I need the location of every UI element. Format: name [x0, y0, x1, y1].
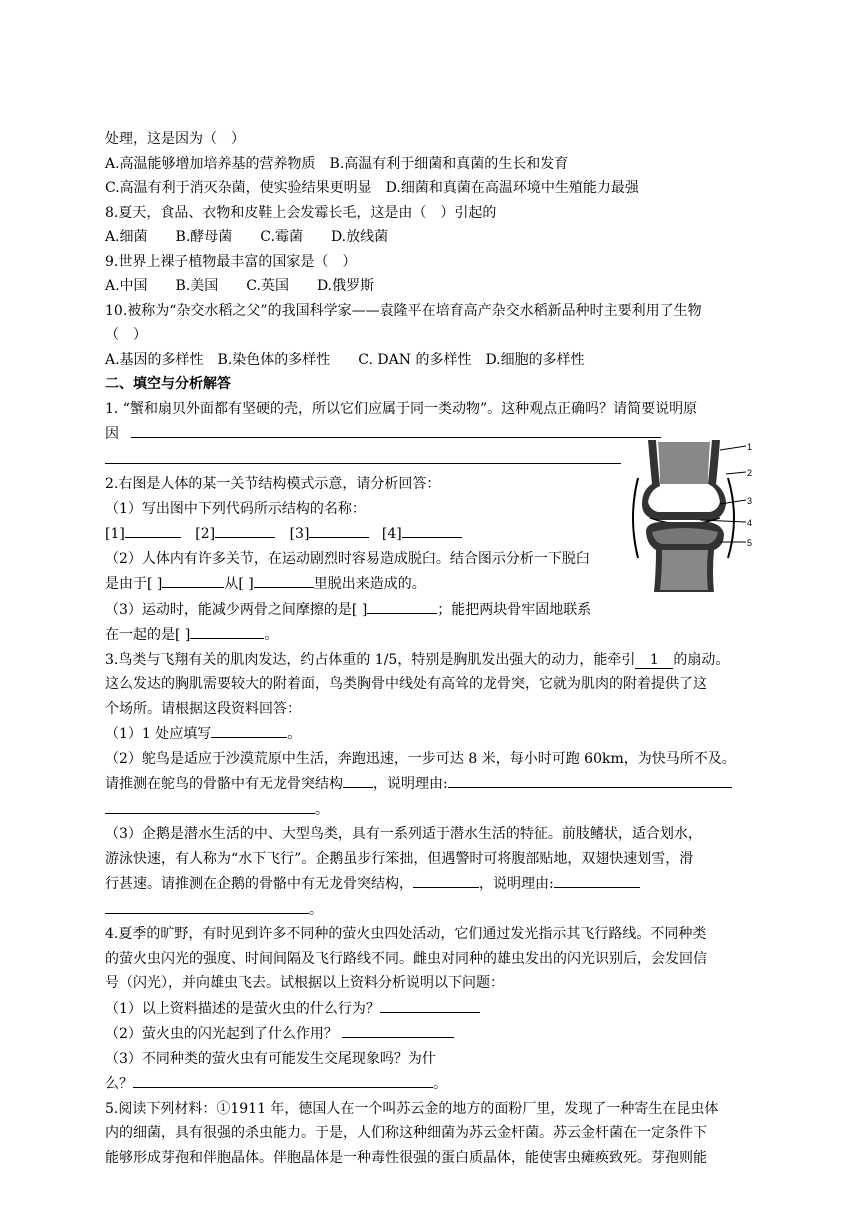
answer-blank[interactable]: [105, 797, 315, 814]
figure-label-5: 5: [747, 538, 753, 548]
answer-blank[interactable]: [343, 771, 373, 788]
text-line: （1）1 处应填写 。: [105, 721, 760, 747]
capsule-right: [728, 478, 734, 558]
upper-bone-shaft: [658, 442, 710, 484]
text-line: （1）写出图中下列代码所示结构的名称：: [105, 500, 366, 517]
question-2: [105, 472, 620, 648]
option-line: A.细菌 B.酵母菌 C.霉菌 D.放线菌: [105, 229, 389, 245]
text-line: 游泳快速，有人称为“水下飞行”。企鹅虽步行笨拙，但遇警时可将腹部贴地，双翅快速划雪，滑: [105, 850, 694, 867]
option-line: C.高温有利于消灭杂菌，使实验结果更明显 D.细菌和真菌在高温环境中生殖能力最强: [105, 180, 639, 196]
text-line: 请推测在鸵鸟的骨骼中有无龙骨突结构 ，说明理由:: [105, 771, 760, 797]
question-9: 9.世界上裸子植物最丰富的国家是（ ）: [105, 253, 357, 270]
document-body: [105, 127, 760, 1170]
text-line: 这么发达的胸肌需要较大的附着面，鸟类胸骨中线处有高耸的龙骨突，它就为肌肉的附着提供了这: [105, 676, 707, 692]
text-line: [1] [2] [3] [4]: [105, 521, 620, 547]
filled-blank: 1: [635, 652, 673, 669]
text-line: （1）以上资料描述的是萤火虫的什么行为？: [105, 996, 760, 1022]
answer-blank[interactable]: [190, 622, 264, 639]
text-line: 处理，这是因为（ ）: [105, 131, 245, 147]
answer-blank[interactable]: [125, 521, 181, 538]
answer-blank[interactable]: [105, 897, 309, 914]
leader-line: [720, 446, 746, 450]
text-line: （2）人体内有许多关节，在运动剧烈时容易造成脱臼。结合图示分析一下脱臼: [105, 550, 590, 567]
answer-blank[interactable]: [402, 521, 462, 538]
question-1: 1. “蟹和扇贝外面都有坚硬的壳，所以它们应属于同一类动物”。这种观点正确吗？请简要说明原: [105, 400, 698, 417]
text-line: （3）企鹅是潜水生活的中、大型鸟类，具有一系列适于潜水生活的特征。前肢鳍状，适合划水，: [105, 826, 702, 842]
option-line: A.高温能够增加培养基的营养物质 B.高温有利于细菌和真菌的生长和发育: [105, 155, 569, 172]
figure-label-2: 2: [747, 468, 753, 478]
text-line: 的萤火虫闪光的强度、时间间隔及飞行路线不同。雌虫对同种的雄虫发出的闪光识别后，会发回信: [105, 950, 707, 967]
text-line: （3）不同种类的萤火虫有可能发生交尾现象吗？为什: [105, 1050, 436, 1067]
answer-blank[interactable]: [162, 571, 224, 588]
question-4: 4.夏季的旷野，有时见到许多不同种的萤火虫四处活动，它们通过发光指示其飞行路线。不同种类: [105, 926, 707, 942]
answer-blank[interactable]: [413, 871, 479, 888]
joint-diagram-svg: [628, 438, 758, 594]
text-line: 行甚速。请推测在企鹅的骨骼中有无龙骨突结构， ，说明理由:: [105, 871, 760, 897]
question-8: 8.夏天，食品、衣物和皮鞋上会发霉长毛，这是由（ ）引起的: [105, 204, 497, 221]
answer-blank[interactable]: [105, 447, 621, 464]
question-5: 5.阅读下列材料：①1911 年，德国人在一个叫苏云金的地方的面粉厂里，发现了一种寄生在昆虫体: [105, 1100, 719, 1117]
text-line: 。: [105, 797, 760, 823]
text-line: 么？ 。: [105, 1071, 760, 1097]
text-line: 2.右图是人体的某一关节结构模式示意，请分析回答：: [105, 476, 441, 492]
answer-blank[interactable]: [309, 521, 369, 538]
answer-blank[interactable]: [254, 571, 314, 588]
answer-blank[interactable]: [211, 721, 287, 738]
text-line: 能够形成芽孢和伴胞晶体。伴胞晶体是一种毒性很强的蛋白质晶体，能使害虫瘫痪致死。芽孢则能: [105, 1149, 707, 1166]
text-line: 在一起的是[ ] 。: [105, 622, 620, 648]
answer-blank[interactable]: [342, 1021, 454, 1038]
answer-blank[interactable]: [131, 421, 661, 438]
capsule-left: [633, 478, 638, 558]
answer-blank[interactable]: [380, 996, 480, 1013]
answer-blank[interactable]: [367, 597, 437, 614]
question-3: 3.鸟类与飞翔有关的肌肉发达，约占体重的 1/5，特别是胸肌发出强大的动力，能牵引 1 的扇动。: [105, 651, 730, 668]
text-line: （2）鸵鸟是适应于沙漠荒原中生活，奔跑迅速，一步可达 8 米，每小时可跑 60km，为快马所不及。: [105, 750, 736, 767]
text-line: （2）萤火虫的闪光起到了什么作用？: [105, 1021, 760, 1047]
text-line: （3）运动时，能减少两骨之间摩擦的是[ ] ；能把两块骨牢固地联系: [105, 597, 620, 623]
option-line: A.中国 B.美国 C.英国 D.俄罗斯: [105, 278, 375, 294]
question-10: 10.被称为“杂交水稻之父”的我国科学家——袁隆平在培育高产杂交水稻新品种时主要利用了生物: [105, 302, 702, 319]
option-line: A.基因的多样性 B.染色体的多样性 C. DAN 的多样性 D.细胞的多样性: [105, 351, 585, 368]
section-heading: 二、填空与分析解答: [105, 376, 231, 392]
text-line: 号（闪光），并向雄虫飞去。试根据以上资料分析说明以下问题：: [105, 975, 504, 991]
figure-label-3: 3: [747, 496, 753, 506]
answer-blank[interactable]: [554, 871, 640, 888]
figure-label-4: 4: [747, 518, 753, 528]
answer-blank[interactable]: [133, 1071, 433, 1088]
text-line: 个场所。请根据这段资料回答：: [105, 700, 301, 717]
articular-cartilage: [652, 528, 718, 544]
answer-blank[interactable]: [448, 771, 732, 788]
figure-label-1: 1: [747, 442, 753, 452]
lower-bone-shaft: [660, 550, 708, 590]
text-line: 内的细菌，具有很强的杀虫能力。于是，人们称这种细菌为苏云金杆菌。苏云金杆菌在一定条件下: [105, 1125, 707, 1141]
leader-line: [726, 472, 746, 474]
text-line: （ ）: [105, 327, 147, 343]
text-line: 是由于[ ] 从[ ] 里脱出来造成的。: [105, 571, 620, 597]
joint-diagram: [628, 438, 758, 594]
text-line: 。: [105, 897, 760, 923]
answer-blank[interactable]: [215, 521, 275, 538]
question-1-answer-line: 因: [105, 421, 760, 447]
